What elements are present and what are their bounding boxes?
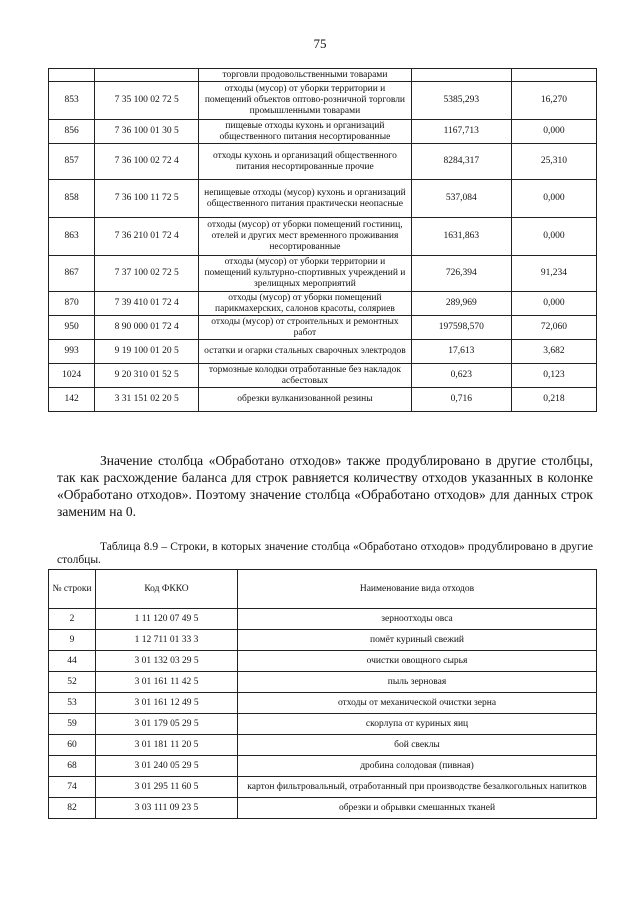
waste-name: помёт куриный свежий (238, 630, 597, 651)
fkko-code: 7 35 100 02 72 5 (95, 82, 199, 120)
value-1: 537,084 (411, 180, 511, 218)
table-row (49, 735, 597, 756)
table-header-row (49, 570, 597, 609)
waste-balance-table (48, 68, 597, 412)
fkko-code: 3 01 132 03 29 5 (96, 651, 238, 672)
value-1: 197598,570 (411, 316, 511, 340)
value-1: 8284,317 (411, 144, 511, 180)
waste-name: обрезки и обрывки смешанных тканей (238, 798, 597, 819)
waste-name: пыль зерновая (238, 672, 597, 693)
body-paragraph: Значение столбца «Обработано отходов» также продублировано в другие столбцы, так как расхождение баланса для строк равняется количеству отходов указанных в колонке «Обработано отходов». Поэтому значение столбца «Обработано отходов» для данных строк заменим на 0. (57, 453, 593, 519)
waste-name: очистки овощного сырья (238, 651, 597, 672)
waste-balance-table-body (49, 69, 597, 412)
table-row (49, 218, 597, 256)
fkko-code: 3 01 295 11 60 5 (96, 777, 238, 798)
waste-name: дробина солодовая (пивная) (238, 756, 597, 777)
table-row (49, 630, 597, 651)
row-number: 863 (49, 218, 95, 256)
waste-name: тормозные колодки отработанные без накладок асбестовых (199, 364, 412, 388)
fkko-code (95, 69, 199, 82)
table-row (49, 798, 597, 819)
waste-name: скорлупа от куриных яиц (238, 714, 597, 735)
row-number: 858 (49, 180, 95, 218)
table-row (49, 714, 597, 735)
waste-name: пищевые отходы кухонь и организаций общественного питания несортированные (199, 120, 412, 144)
value-2: 0,000 (511, 292, 596, 316)
waste-name: отходы от механической очистки зерна (238, 693, 597, 714)
value-1: 17,613 (411, 340, 511, 364)
value-2: 0,000 (511, 218, 596, 256)
waste-name: отходы (мусор) от уборки территории и помещений культурно-спортивных учреждений и зрелищных мероприятий (199, 256, 412, 292)
value-2: 0,218 (511, 388, 596, 412)
waste-name: остатки и огарки стальных сварочных электродов (199, 340, 412, 364)
table-row (49, 256, 597, 292)
fkko-code: 7 36 210 01 72 4 (95, 218, 199, 256)
waste-name: отходы (мусор) от уборки помещений гостиниц, отелей и других мест временного проживания несортированные (199, 218, 412, 256)
row-number: 870 (49, 292, 95, 316)
value-1: 726,394 (411, 256, 511, 292)
table-row (49, 120, 597, 144)
row-number: 853 (49, 82, 95, 120)
fkko-code: 3 01 161 11 42 5 (96, 672, 238, 693)
row-number: 2 (49, 609, 96, 630)
value-2: 72,060 (511, 316, 596, 340)
fkko-code: 7 36 100 01 30 5 (95, 120, 199, 144)
fkko-code: 7 36 100 02 72 4 (95, 144, 199, 180)
row-number (49, 69, 95, 82)
value-2: 0,000 (511, 180, 596, 218)
table-row (49, 777, 597, 798)
fkko-code: 7 37 100 02 72 5 (95, 256, 199, 292)
waste-name: зерноотходы овса (238, 609, 597, 630)
waste-name: отходы (мусор) от уборки помещений парикмахерских, салонов красоты, соляриев (199, 292, 412, 316)
fkko-code: 9 19 100 01 20 5 (95, 340, 199, 364)
fkko-code: 3 03 111 09 23 5 (96, 798, 238, 819)
row-number: 68 (49, 756, 96, 777)
value-1: 289,969 (411, 292, 511, 316)
page-number: 75 (313, 36, 327, 51)
table-caption: Таблица 8.9 – Строки, в которых значение столбца «Обработано отходов» продублировано в другие столбцы. (57, 541, 593, 566)
table-row (49, 388, 597, 412)
row-number: 82 (49, 798, 96, 819)
fkko-code: 7 36 100 11 72 5 (95, 180, 199, 218)
waste-name: картон фильтровальный, отработанный при производстве безалкогольных напитков (238, 777, 597, 798)
fkko-code: 7 39 410 01 72 4 (95, 292, 199, 316)
row-number: 1024 (49, 364, 95, 388)
fkko-code: 9 20 310 01 52 5 (95, 364, 199, 388)
table-row (49, 144, 597, 180)
table-row (49, 316, 597, 340)
value-1 (411, 69, 511, 82)
fkko-code: 3 01 181 11 20 5 (96, 735, 238, 756)
table-row (49, 292, 597, 316)
table-row (49, 364, 597, 388)
row-number: 74 (49, 777, 96, 798)
table-row (49, 609, 597, 630)
value-2: 16,270 (511, 82, 596, 120)
fkko-code: 3 01 240 05 29 5 (96, 756, 238, 777)
value-1: 1167,713 (411, 120, 511, 144)
header-row-number: № строки (49, 570, 96, 609)
table-row (49, 651, 597, 672)
table-row (49, 82, 597, 120)
fkko-code: 1 11 120 07 49 5 (96, 609, 238, 630)
fkko-code: 3 31 151 02 20 5 (95, 388, 199, 412)
value-2: 91,234 (511, 256, 596, 292)
value-1: 0,716 (411, 388, 511, 412)
waste-name: непищевые отходы (мусор) кухонь и организаций общественного питания практически неопасные (199, 180, 412, 218)
value-1: 5385,293 (411, 82, 511, 120)
table-row (49, 693, 597, 714)
value-2: 25,310 (511, 144, 596, 180)
header-waste-name: Наименование вида отходов (238, 570, 597, 609)
fkko-code: 8 90 000 01 72 4 (95, 316, 199, 340)
value-2: 0,000 (511, 120, 596, 144)
row-number: 856 (49, 120, 95, 144)
waste-name: бой свеклы (238, 735, 597, 756)
table-row (49, 756, 597, 777)
row-number: 52 (49, 672, 96, 693)
waste-name: отходы (мусор) от строительных и ремонтных работ (199, 316, 412, 340)
header-fkko-code: Код ФККО (96, 570, 238, 609)
row-number: 142 (49, 388, 95, 412)
waste-name: отходы кухонь и организаций общественного питания несортированные прочие (199, 144, 412, 180)
value-1: 0,623 (411, 364, 511, 388)
table-row (49, 340, 597, 364)
value-2 (511, 69, 596, 82)
row-number: 44 (49, 651, 96, 672)
fkko-code: 3 01 161 12 49 5 (96, 693, 238, 714)
duplicated-rows-table-body (49, 609, 597, 819)
value-2: 0,123 (511, 364, 596, 388)
fkko-code: 1 12 711 01 33 3 (96, 630, 238, 651)
fkko-code: 3 01 179 05 29 5 (96, 714, 238, 735)
table-row (49, 672, 597, 693)
waste-name: обрезки вулканизованной резины (199, 388, 412, 412)
row-number: 867 (49, 256, 95, 292)
row-number: 857 (49, 144, 95, 180)
row-number: 59 (49, 714, 96, 735)
table-row (49, 69, 597, 82)
row-number: 60 (49, 735, 96, 756)
waste-name: торговли продовольственными товарами (199, 69, 412, 82)
row-number: 950 (49, 316, 95, 340)
value-1: 1631,863 (411, 218, 511, 256)
waste-name: отходы (мусор) от уборки территории и помещений объектов оптово-розничной торговли промышленными товарами (199, 82, 412, 120)
value-2: 3,682 (511, 340, 596, 364)
row-number: 53 (49, 693, 96, 714)
row-number: 993 (49, 340, 95, 364)
table-row (49, 180, 597, 218)
duplicated-rows-table (48, 569, 597, 819)
row-number: 9 (49, 630, 96, 651)
